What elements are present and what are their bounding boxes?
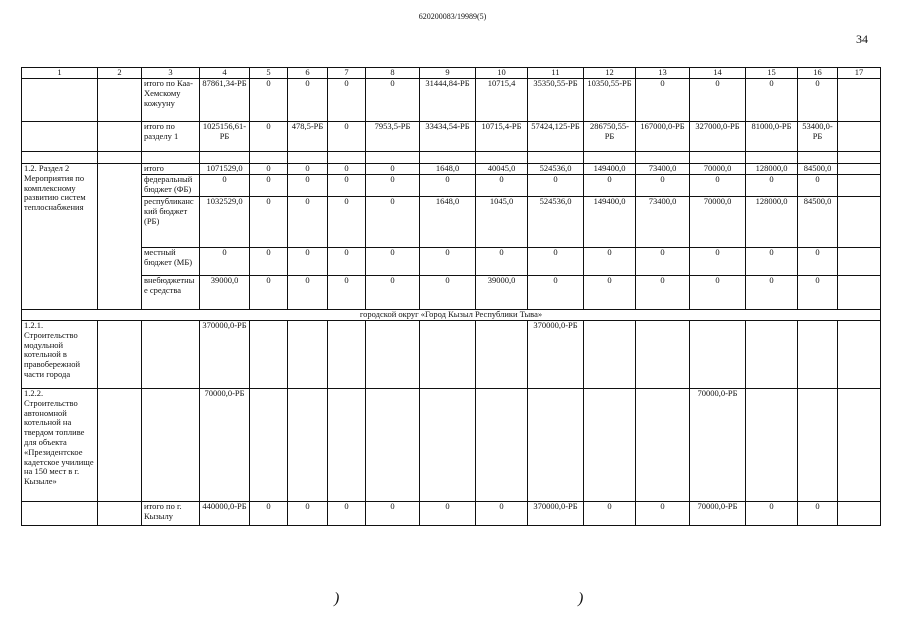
value-cell: 0 — [584, 248, 636, 276]
value-cell: 1025156,61-РБ — [200, 122, 250, 152]
value-cell: 0 — [636, 79, 690, 122]
note-cell — [838, 276, 881, 310]
col-number: 4 — [200, 68, 250, 79]
funding-source-cell: итого по г. Кызылу — [142, 502, 200, 526]
value-cell: 370000,0-РБ — [200, 321, 250, 389]
value-cell: 0 — [366, 164, 420, 175]
value-cell: 0 — [690, 175, 746, 197]
value-cell: 0 — [528, 175, 584, 197]
value-cell: 0 — [366, 502, 420, 526]
value-cell — [366, 389, 420, 502]
executor-cell — [98, 152, 142, 164]
value-cell: 84500,0 — [798, 164, 838, 175]
value-cell: 0 — [798, 502, 838, 526]
value-cell: 0 — [420, 175, 476, 197]
value-cell: 0 — [250, 122, 288, 152]
value-cell: 1648,0 — [420, 164, 476, 175]
col-number: 1 — [22, 68, 98, 79]
value-cell — [420, 152, 476, 164]
note-cell — [838, 389, 881, 502]
funding-source-cell — [142, 321, 200, 389]
executor-cell — [98, 122, 142, 152]
value-cell: 1032529,0 — [200, 197, 250, 248]
value-cell — [476, 152, 528, 164]
value-cell: 167000,0-РБ — [636, 122, 690, 152]
value-cell: 524536,0 — [528, 164, 584, 175]
note-cell — [838, 175, 881, 197]
value-cell: 0 — [420, 248, 476, 276]
value-cell: 0 — [476, 248, 528, 276]
value-cell: 0 — [288, 79, 328, 122]
value-cell: 0 — [798, 79, 838, 122]
value-cell: 370000,0-РБ — [528, 321, 584, 389]
value-cell — [636, 321, 690, 389]
value-cell — [366, 321, 420, 389]
value-cell: 0 — [250, 248, 288, 276]
executor-cell — [98, 164, 142, 310]
value-cell: 0 — [366, 197, 420, 248]
value-cell: 0 — [476, 502, 528, 526]
note-cell — [838, 502, 881, 526]
note-cell — [838, 164, 881, 175]
budget-table — [21, 67, 881, 526]
value-cell — [690, 152, 746, 164]
col-number: 11 — [528, 68, 584, 79]
value-cell — [746, 321, 798, 389]
executor-cell — [98, 389, 142, 502]
col-number: 7 — [328, 68, 366, 79]
value-cell — [584, 389, 636, 502]
activity-name-cell — [22, 122, 98, 152]
col-number: 3 — [142, 68, 200, 79]
value-cell: 0 — [798, 248, 838, 276]
value-cell: 0 — [328, 164, 366, 175]
value-cell: 0 — [288, 276, 328, 310]
table-row — [22, 389, 881, 502]
table-row — [22, 197, 881, 248]
value-cell: 57424,125-РБ — [528, 122, 584, 152]
value-cell: 0 — [584, 276, 636, 310]
value-cell: 0 — [636, 248, 690, 276]
table-row — [22, 248, 881, 276]
value-cell — [288, 321, 328, 389]
funding-source-cell: итого — [142, 164, 200, 175]
value-cell: 84500,0 — [798, 197, 838, 248]
activity-name-cell: 1.2.2. Строительство автономной котельной на твердом топливе для объекта «Президентское кадетское училище на 150 мест в г. Кызыле» — [22, 389, 98, 502]
col-number: 9 — [420, 68, 476, 79]
value-cell: 70000,0-РБ — [200, 389, 250, 502]
value-cell — [288, 389, 328, 502]
value-cell: 0 — [636, 502, 690, 526]
funding-source-cell — [142, 389, 200, 502]
value-cell: 1071529,0 — [200, 164, 250, 175]
col-number: 14 — [690, 68, 746, 79]
value-cell — [584, 321, 636, 389]
value-cell: 0 — [250, 197, 288, 248]
value-cell: 0 — [328, 248, 366, 276]
activity-name-cell: 1.2.1. Строительство модульной котельной в правобережной части города — [22, 321, 98, 389]
value-cell — [476, 321, 528, 389]
activity-name-cell — [22, 152, 98, 164]
value-cell: 0 — [366, 79, 420, 122]
funding-source-cell — [142, 152, 200, 164]
value-cell — [250, 152, 288, 164]
value-cell: 0 — [746, 175, 798, 197]
value-cell: 0 — [366, 175, 420, 197]
value-cell — [636, 389, 690, 502]
value-cell — [528, 389, 584, 502]
region-band-row — [22, 310, 881, 321]
value-cell: 0 — [584, 502, 636, 526]
value-cell — [528, 152, 584, 164]
executor-cell — [98, 79, 142, 122]
value-cell — [250, 389, 288, 502]
value-cell: 0 — [746, 276, 798, 310]
activity-name-cell: 1.2. Раздел 2 Мероприятия по комплексному развитию систем теплоснабжения — [22, 164, 98, 310]
column-number-row — [22, 68, 881, 79]
value-cell: 524536,0 — [528, 197, 584, 248]
value-cell: 33434,54-РБ — [420, 122, 476, 152]
value-cell: 0 — [420, 502, 476, 526]
table-row — [22, 164, 881, 175]
value-cell: 35350,55-РБ — [528, 79, 584, 122]
value-cell: 81000,0-РБ — [746, 122, 798, 152]
funding-source-cell: итого по разделу 1 — [142, 122, 200, 152]
value-cell — [746, 389, 798, 502]
value-cell: 87861,34-РБ — [200, 79, 250, 122]
col-number: 10 — [476, 68, 528, 79]
value-cell: 0 — [328, 502, 366, 526]
value-cell: 0 — [250, 164, 288, 175]
note-cell — [838, 122, 881, 152]
activity-name-cell — [22, 79, 98, 122]
table-row — [22, 175, 881, 197]
table-row — [22, 79, 881, 122]
activity-name-cell — [22, 502, 98, 526]
value-cell: 31444,84-РБ — [420, 79, 476, 122]
table-row — [22, 321, 881, 389]
value-cell: 0 — [288, 175, 328, 197]
value-cell: 70000,0-РБ — [690, 389, 746, 502]
value-cell: 0 — [746, 502, 798, 526]
value-cell — [288, 152, 328, 164]
col-number: 8 — [366, 68, 420, 79]
value-cell: 1045,0 — [476, 197, 528, 248]
value-cell: 7953,5-РБ — [366, 122, 420, 152]
value-cell: 0 — [690, 276, 746, 310]
value-cell — [328, 321, 366, 389]
value-cell — [250, 321, 288, 389]
value-cell: 0 — [328, 79, 366, 122]
value-cell: 0 — [250, 79, 288, 122]
funding-source-cell: федеральный бюджет (ФБ) — [142, 175, 200, 197]
col-number: 17 — [838, 68, 881, 79]
col-number: 5 — [250, 68, 288, 79]
table-row — [22, 122, 881, 152]
value-cell: 10715,4 — [476, 79, 528, 122]
value-cell: 440000,0-РБ — [200, 502, 250, 526]
value-cell: 0 — [746, 248, 798, 276]
value-cell — [798, 389, 838, 502]
value-cell: 0 — [250, 276, 288, 310]
value-cell — [420, 389, 476, 502]
value-cell: 0 — [636, 175, 690, 197]
handwritten-mark: ) — [334, 590, 340, 607]
region-band-label: городской округ «Город Кызыл Республики Тыва» — [22, 310, 881, 321]
note-cell — [838, 197, 881, 248]
note-cell — [838, 152, 881, 164]
value-cell: 0 — [690, 248, 746, 276]
value-cell: 0 — [476, 175, 528, 197]
note-cell — [838, 321, 881, 389]
value-cell: 0 — [250, 502, 288, 526]
col-number: 12 — [584, 68, 636, 79]
executor-cell — [98, 502, 142, 526]
col-number: 13 — [636, 68, 690, 79]
value-cell — [798, 152, 838, 164]
value-cell: 70000,0 — [690, 164, 746, 175]
value-cell: 149400,0 — [584, 164, 636, 175]
value-cell: 0 — [328, 122, 366, 152]
value-cell: 478,5-РБ — [288, 122, 328, 152]
value-cell: 40045,0 — [476, 164, 528, 175]
value-cell: 0 — [288, 164, 328, 175]
table-row — [22, 502, 881, 526]
value-cell: 0 — [420, 276, 476, 310]
value-cell: 39000,0 — [476, 276, 528, 310]
value-cell — [200, 152, 250, 164]
value-cell — [328, 389, 366, 502]
value-cell — [636, 152, 690, 164]
value-cell: 0 — [328, 175, 366, 197]
document-id: 620200083/19989(5) — [418, 12, 487, 21]
table-row — [22, 276, 881, 310]
note-cell — [838, 79, 881, 122]
value-cell — [690, 321, 746, 389]
col-number: 6 — [288, 68, 328, 79]
value-cell: 10350,55-РБ — [584, 79, 636, 122]
executor-cell — [98, 321, 142, 389]
value-cell: 70000,0-РБ — [690, 502, 746, 526]
funding-source-cell: итого по Каа-Хемскому кожууну — [142, 79, 200, 122]
col-number: 15 — [746, 68, 798, 79]
funding-source-cell: республиканский бюджет (РБ) — [142, 197, 200, 248]
handwritten-mark: ) — [578, 590, 584, 607]
value-cell: 128000,0 — [746, 164, 798, 175]
value-cell: 0 — [200, 175, 250, 197]
value-cell: 370000,0-РБ — [528, 502, 584, 526]
value-cell: 0 — [366, 276, 420, 310]
value-cell: 0 — [288, 248, 328, 276]
value-cell: 0 — [250, 175, 288, 197]
value-cell: 0 — [636, 276, 690, 310]
value-cell: 0 — [798, 276, 838, 310]
value-cell: 327000,0-РБ — [690, 122, 746, 152]
value-cell: 73400,0 — [636, 197, 690, 248]
value-cell: 149400,0 — [584, 197, 636, 248]
funding-source-cell: местный бюджет (МБ) — [142, 248, 200, 276]
funding-source-cell: внебюджетные средства — [142, 276, 200, 310]
value-cell: 128000,0 — [746, 197, 798, 248]
value-cell: 10715,4-РБ — [476, 122, 528, 152]
value-cell — [328, 152, 366, 164]
value-cell: 0 — [288, 502, 328, 526]
value-cell — [420, 321, 476, 389]
value-cell — [746, 152, 798, 164]
value-cell: 39000,0 — [200, 276, 250, 310]
value-cell: 0 — [328, 197, 366, 248]
value-cell: 0 — [528, 276, 584, 310]
value-cell: 0 — [528, 248, 584, 276]
col-number: 2 — [98, 68, 142, 79]
value-cell: 0 — [366, 248, 420, 276]
value-cell — [366, 152, 420, 164]
value-cell: 1648,0 — [420, 197, 476, 248]
value-cell — [584, 152, 636, 164]
value-cell: 0 — [288, 197, 328, 248]
value-cell: 0 — [690, 79, 746, 122]
value-cell: 0 — [200, 248, 250, 276]
value-cell: 73400,0 — [636, 164, 690, 175]
value-cell: 286750,55-РБ — [584, 122, 636, 152]
value-cell: 0 — [798, 175, 838, 197]
value-cell: 0 — [746, 79, 798, 122]
value-cell: 0 — [328, 276, 366, 310]
table-row — [22, 152, 881, 164]
value-cell — [798, 321, 838, 389]
note-cell — [838, 248, 881, 276]
page-number: 34 — [856, 32, 868, 46]
value-cell: 0 — [584, 175, 636, 197]
value-cell: 70000,0 — [690, 197, 746, 248]
value-cell — [476, 389, 528, 502]
value-cell: 53400,0-РБ — [798, 122, 838, 152]
col-number: 16 — [798, 68, 838, 79]
